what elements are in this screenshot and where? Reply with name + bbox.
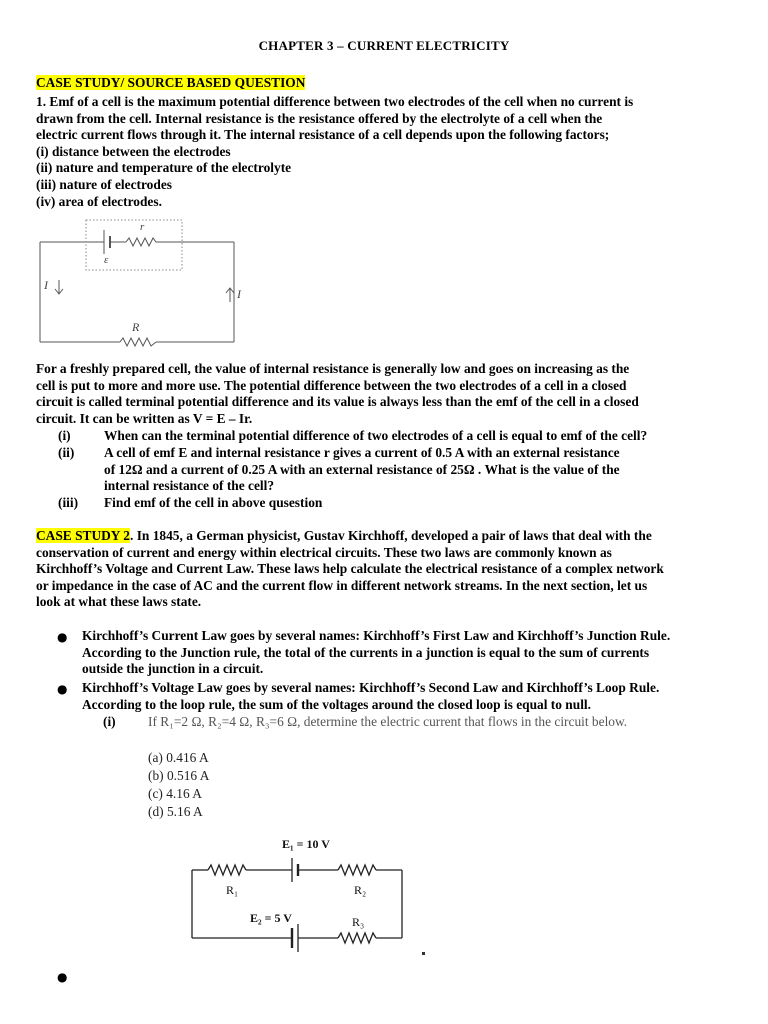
bullet-kcl [82,628,732,678]
option-d: (d) 5.16 A [148,804,203,819]
internal-resistance-label: r [140,221,145,233]
question-text [104,445,734,495]
option-c: (c) 4.16 A [148,786,202,801]
case1-intro [36,94,736,210]
case1-factor-line: (iii) nature of electrodes [36,176,172,192]
current-label-right: I [237,287,241,301]
paragraph-line: circuit is called terminal potential difference and its value is always less than the emf of the cell in a closed [36,394,639,410]
case1-heading-line [36,75,736,92]
e1-label: E₁ = 10 V [282,837,330,851]
case1-intro-line: electric current flows through it. The internal resistance of a cell depends upon the following factors; [36,127,610,143]
internal-resistor [126,238,180,246]
option-a: (a) 0.416 A [148,750,209,765]
option-b: (b) 0.516 A [148,768,210,783]
bullet-line: According to the loop rule, the sum of the voltages around the closed loop is equal to null. [82,696,591,712]
paragraph-line: circuit. It can be written as V = E – Ir. [36,410,253,426]
case2-line: look at what these laws state. [36,594,202,610]
question-line: internal resistance of the cell? [104,478,275,494]
case2-line: conservation of current and energy within electrical circuits. These two laws are commonly known as [36,544,612,560]
bullet-kvl [82,680,732,713]
chapter-title: CHAPTER 3 – CURRENT ELECTRICITY [258,38,510,53]
case2-line: Kirchhoff’s Voltage and Current Law. These laws help calculate the electrical resistance of a complex network [36,561,664,577]
bullet-icon: ● [57,682,68,696]
paragraph-line: cell is put to more and more use. The potential difference between the two electrodes of a cell in a closed [36,377,627,393]
case2-first-line [36,528,736,545]
case1-intro-line: drawn from the cell. Internal resistance is the resistance offered by the electrolyte of a cell when the [36,110,603,126]
question-number: (iii) [58,495,79,510]
bullet-line: outside the junction in a circuit. [82,661,264,677]
cell-circuit-diagram [34,214,256,354]
case1-paragraph [36,361,736,427]
question-line: A cell of emf E and internal resistance r gives a current of 0.5 A with an external resistance [104,445,620,460]
empty-bullet-icon: ● [57,970,68,984]
case2-question-text: If R₁=2 Ω, R₂=4 Ω, R₃=6 Ω, determine the electric current that flows in the circuit below. [148,714,628,729]
paragraph-line: For a freshly prepared cell, the value of internal resistance is generally low and goes on increasing as the [36,361,630,376]
e2-label: E₂ = 5 V [250,911,292,925]
r1-label: R₁ [226,883,239,897]
question-number: (i) [58,428,71,443]
question-1 [58,428,738,445]
bullet-line: According to the Junction rule, the total of the currents in a junction is equal to the sum of currents [82,644,650,660]
kirchhoff-circuit-diagram [186,828,408,952]
case2-first-line-text: . In 1845, a German physicist, Gustav Kirchhoff, developed a pair of laws that deal with the [130,528,652,543]
bullet-line: Kirchhoff’s Voltage Law goes by several names: Kirchhoff’s Second Law and Kirchhoff’s Loop Rule. [82,680,660,695]
question-line: of 12Ω and a current of 0.25 A with an external resistance of 25Ω . What is the value of the [104,461,620,477]
case1-factor-line: (i) distance between the electrodes [36,143,231,159]
resistor-r2 [338,865,376,875]
bullet-line: Kirchhoff’s Current Law goes by several names: Kirchhoff’s First Law and Kirchhoff’s Junction Rule. [82,628,671,643]
current-label-left: I [44,278,48,292]
resistor-r1 [208,865,246,875]
resistor-r3 [338,933,376,943]
case2-line: or impedance in the case of AC and the current flow in different network streams. In the next section, let us [36,577,648,593]
question-text: When can the terminal potential difference of two electrodes of a cell is equal to emf of the cell? [104,428,648,443]
question-number: (ii) [58,445,75,460]
question-3 [58,495,738,512]
r2-label: R₂ [354,883,367,897]
case1-factor-line: (iv) area of electrodes. [36,193,162,209]
case2-question-number: (i) [103,714,116,729]
external-resistance-label: R [132,320,140,334]
emf-label: ε [104,254,109,266]
question-2 [58,445,738,495]
question-text: Find emf of the cell in above qusestion [104,495,323,510]
external-resistor [120,338,156,346]
case2-paragraph [36,528,736,611]
case1-heading: CASE STUDY/ SOURCE BASED QUESTION [36,75,306,90]
bullet-icon: ● [57,630,68,644]
stray-dot [422,952,425,955]
r3-label: R₃ [352,915,365,929]
case1-factor-line: (ii) nature and temperature of the electrolyte [36,160,292,176]
case1-intro-line: 1. Emf of a cell is the maximum potential difference between two electrodes of the cell when no current is [36,94,634,109]
case2-heading: CASE STUDY 2 [36,528,131,543]
